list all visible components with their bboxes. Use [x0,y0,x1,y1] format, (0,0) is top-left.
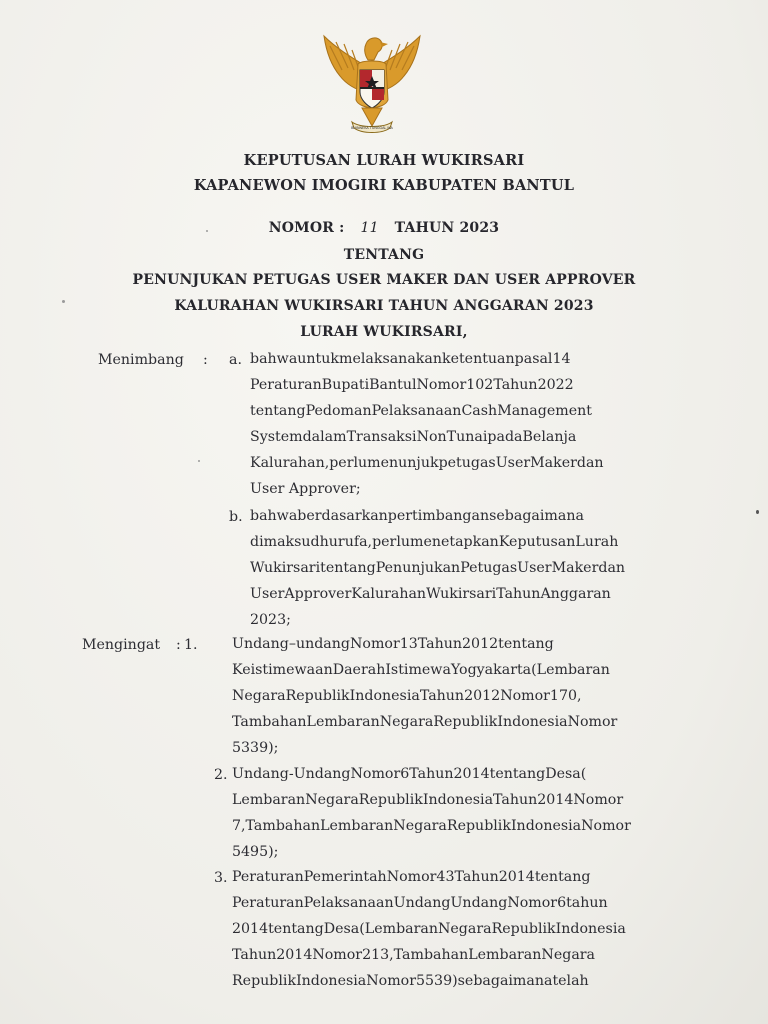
text-line: 7,TambahanLembaranNegaraRepublikIndonesiaNomor [232,818,631,834]
text-line: NegaraRepublikIndonesiaTahun2012Nomor170, [232,688,582,704]
nomor-label: NOMOR : [268,220,345,236]
garuda-pancasila-emblem-icon [316,30,428,142]
scan-speck [206,230,208,232]
menimbang-colon: : [203,352,208,368]
text-line: SystemdalamTransaksiNonTunaipadaBelanja [250,429,577,445]
text-line: tentangPedomanPelaksanaanCashManagement [250,403,592,419]
text-line: PeraturanPelaksanaanUndangUndangNomor6tahun [232,895,608,911]
menimbang-item-b [250,503,670,633]
text-line: Undang-UndangNomor6Tahun2014tentangDesa( [232,766,587,782]
mengingat-marker-3: 3. [214,870,228,886]
text-line: WukirsaritentangPenunjukanPetugasUserMakerdan [250,560,626,576]
mengingat-item-1 [232,631,670,761]
text-line: 5339); [232,740,279,756]
mengingat-colon: : [176,637,181,653]
menimbang-marker-a: a. [229,352,242,368]
mengingat-marker-2: 2. [214,767,228,783]
text-line: Kalurahan,perlumenunjukpetugasUserMakerdan [250,455,604,471]
mengingat-item-2 [232,761,670,865]
text-line: User Approver; [250,481,361,497]
subject-line1: PENUNJUKAN PETUGAS USER MAKER DAN USER APPROVER [132,272,636,288]
scan-speck [756,510,759,514]
scan-speck [62,300,65,303]
mengingat-marker-1: 1. [184,637,198,653]
svg-text:BHINNEKA TUNGGAL IKA: BHINNEKA TUNGGAL IKA [351,126,393,130]
text-line: Tahun2014Nomor213,TambahanLembaranNegara [232,947,596,963]
text-line: RepublikIndonesiaNomor5539)sebagaimanatelah [232,973,589,989]
text-line: dimaksudhurufa,perlumenetapkanKeputusanLurah [250,534,619,550]
tahun-label: TAHUN 2023 [394,220,500,236]
issuer-line: LURAH WUKIRSARI, [300,324,468,340]
menimbang-label: Menimbang [98,352,184,368]
text-line: 2014tentangDesa(LembaranNegaraRepublikIndonesia [232,921,626,937]
tentang-heading: TENTANG [343,247,425,263]
text-line: bahwauntukmelaksanakanketentuanpasal14 [250,351,571,367]
text-line: bahwaberdasarkanpertimbangansebagaimana [250,508,584,524]
decree-title-line2: KAPANEWON IMOGIRI KABUPATEN BANTUL [193,177,575,194]
decree-number [0,220,768,236]
scan-speck [198,460,200,462]
text-line: 2023; [250,612,291,628]
text-line: UserApproverKalurahanWukirsariTahunAnggaran [250,586,611,602]
menimbang-marker-b: b. [229,509,243,525]
decree-title-line1: KEPUTUSAN LURAH WUKIRSARI [243,152,525,169]
text-line: KeistimewaanDaerahIstimewaYogyakarta(Lembaran [232,662,610,678]
text-line: LembaranNegaraRepublikIndonesiaTahun2014Nomor [232,792,624,808]
menimbang-item-a [250,346,670,502]
mengingat-item-3 [232,864,670,994]
text-line: TambahanLembaranNegaraRepublikIndonesiaNomor [232,714,618,730]
text-line: PeraturanPemerintahNomor43Tahun2014tentang [232,869,591,885]
text-line: Undang–undangNomor13Tahun2012tentang [232,636,554,652]
subject-line2: KALURAHAN WUKIRSARI TAHUN ANGGARAN 2023 [174,298,594,314]
text-line: PeraturanBupatiBantulNomor102Tahun2022 [250,377,574,393]
text-line: 5495); [232,844,279,860]
mengingat-label: Mengingat [82,637,161,653]
nomor-value: 11 [360,220,379,236]
